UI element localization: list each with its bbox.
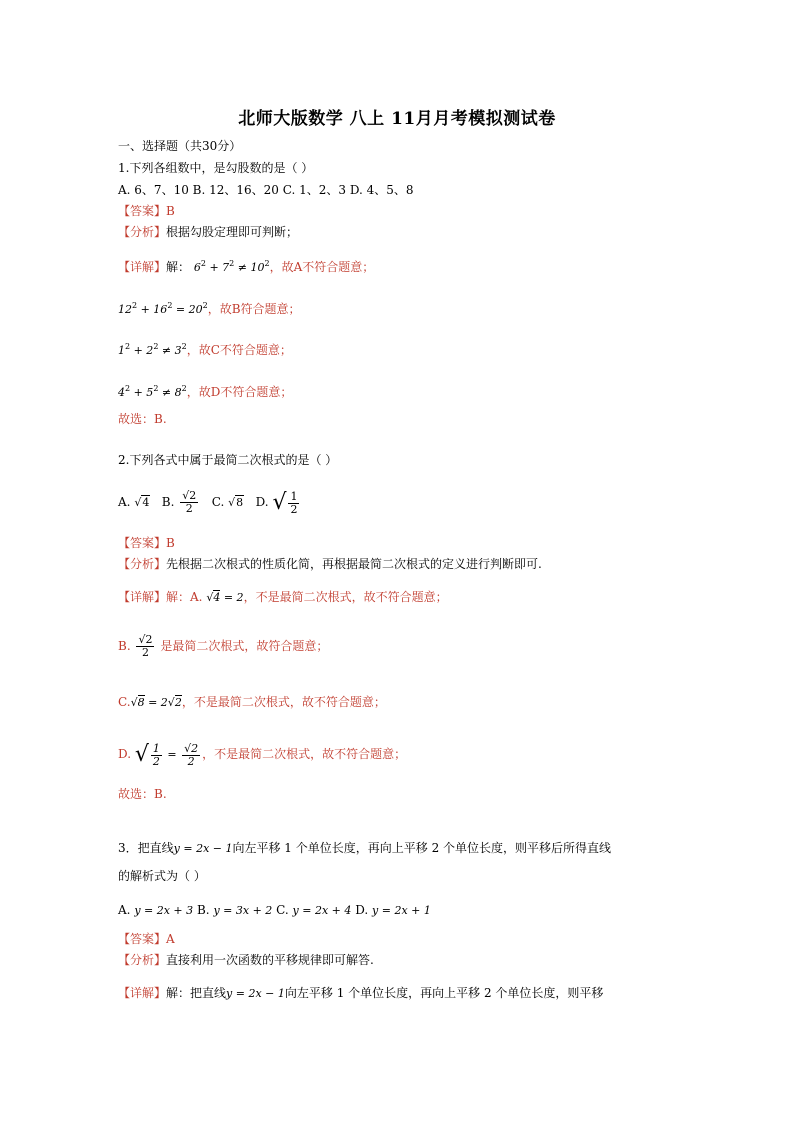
q3-opt-a-label: A.: [118, 903, 131, 917]
detail-d-text: ，不是最简二次根式，故不符合题意；: [202, 747, 407, 761]
q2-detail-b: [118, 628, 328, 664]
q2-choose: 故选：B.: [118, 787, 167, 801]
q1-detail-a: [118, 256, 374, 276]
detail-lead: 解：: [166, 260, 191, 274]
q2-options: [118, 484, 301, 520]
sqrt-4: √4: [134, 496, 150, 509]
q2-opt-b-label: B.: [161, 495, 175, 509]
q2-opt-d-label: D.: [255, 495, 269, 509]
detail-tag: 【详解】: [118, 260, 167, 274]
formula-d: √ $\frac{1}{2}$ = $\frac{√2}{2}$: [134, 741, 199, 768]
formula-a: √4 = 2: [206, 591, 244, 604]
detail-c-label: C.: [118, 695, 131, 709]
q3-opt-d-label: D.: [355, 903, 369, 917]
section-heading: 一、选择题（共30分）: [118, 139, 242, 153]
answer-tag: 【答案】: [118, 204, 167, 218]
frac-sqrt2-over-2: $\frac{√2}{2}$: [182, 489, 197, 515]
q2-opt-c-label: C.: [211, 495, 225, 509]
analysis-tag: 【分析】: [118, 953, 167, 967]
formula-line: y = 2x − 1: [226, 987, 285, 1000]
q3-stem-pre: 3．把直线: [118, 841, 174, 855]
q2-stem: 2.下列各式中属于最简二次根式的是（ ）: [118, 453, 338, 467]
detail-a-text: ，不是最简二次根式，故不符合题意；: [243, 590, 448, 604]
q2-detail-a: [118, 589, 448, 606]
q3-detail: [118, 985, 603, 1002]
answer-tag: 【答案】: [118, 536, 167, 550]
detail-b-text: ，故B符合题意；: [207, 302, 301, 316]
q2-detail-c: [118, 694, 386, 711]
q2-opt-a-label: A.: [118, 495, 131, 509]
formula-d: $4^2 + 5^2 \ne 8^2$: [118, 384, 187, 399]
q3-analysis: [118, 952, 374, 968]
q3-answer: [118, 931, 175, 947]
detail-b-label: B.: [118, 639, 131, 653]
q1-analysis: [118, 224, 298, 240]
answer-tag: 【答案】: [118, 932, 167, 946]
detail-d-text: ，故D不符合题意；: [186, 385, 293, 399]
q2-answer: [118, 535, 175, 551]
sqrt-half: √ $\frac{1}{2}$: [272, 489, 298, 516]
sqrt-8: √8: [228, 496, 244, 509]
detail-b-text: 是最简二次根式，故符合题意；: [160, 639, 329, 653]
page-title: 北师大版数学 八上 11月月考模拟测试卷: [238, 109, 556, 129]
q2-detail-d: [118, 734, 406, 774]
q3-stem: [118, 840, 611, 857]
answer-value: A: [166, 932, 175, 946]
detail-c-text: ，故C不符合题意；: [186, 343, 292, 357]
answer-value: B: [166, 536, 175, 550]
q1-detail-b: [118, 298, 301, 318]
analysis-tag: 【分析】: [118, 225, 167, 239]
detail-d-label: D.: [118, 747, 132, 761]
q2-analysis: [118, 556, 542, 572]
analysis-text: 根据勾股定理即可判断；: [166, 225, 299, 239]
q3-stem-line2: 的解析式为（ ）: [118, 869, 206, 883]
q1-answer: [118, 203, 175, 219]
formula-opt-d: y = 2x + 1: [372, 904, 431, 917]
q3-stem-post: 向左平移 1 个单位长度，再向上平移 2 个单位长度，则平移后所得直线: [232, 841, 612, 855]
q3-options: [118, 902, 431, 919]
q1-detail-d: [118, 381, 292, 401]
formula-a: $6^2 + 7^2 \ne 10^2$: [193, 259, 270, 274]
answer-value: B: [166, 204, 175, 218]
q3-opt-b-label: B.: [196, 903, 210, 917]
q1-choose: 故选：B.: [118, 412, 167, 426]
detail-post: 向左平移 1 个单位长度，再向上平移 2 个单位长度，则平移: [284, 986, 604, 1000]
detail-a-text: ，故A不符合题意；: [269, 260, 375, 274]
formula-opt-c: y = 2x + 4: [292, 904, 352, 917]
analysis-text: 直接利用一次函数的平移规律即可解答.: [166, 953, 374, 967]
q1-detail-c: [118, 339, 292, 359]
formula-line: y = 2x − 1: [173, 842, 233, 855]
formula-opt-a: y = 2x + 3: [134, 904, 194, 917]
detail-c-text: ，不是最简二次根式，故不符合题意；: [181, 695, 386, 709]
analysis-tag: 【分析】: [118, 557, 167, 571]
formula-b: $12^2 + 16^2 = 20^2$: [118, 301, 208, 316]
formula-opt-b: y = 3x + 2: [213, 904, 273, 917]
analysis-text: 先根据二次根式的性质化简，再根据最简二次根式的定义进行判断即可.: [166, 557, 542, 571]
detail-tag: 【详解】: [118, 590, 167, 604]
formula-c: $1^2 + 2^2 \ne 3^2$: [118, 342, 187, 357]
detail-lead: 解：把直线: [166, 986, 227, 1000]
q1-options: A. 6、7、10 B. 12、16、20 C. 1、2、3 D. 4、5、8: [118, 183, 414, 197]
formula-c: √8 = 2√2: [130, 696, 182, 709]
detail-lead: 解：A.: [166, 590, 203, 604]
q1-stem: 1.下列各组数中，是勾股数的是（ ）: [118, 161, 314, 175]
detail-tag: 【详解】: [118, 986, 167, 1000]
frac-sqrt2-over-2: $\frac{√2}{2}$: [138, 633, 153, 659]
q3-opt-c-label: C.: [276, 903, 289, 917]
